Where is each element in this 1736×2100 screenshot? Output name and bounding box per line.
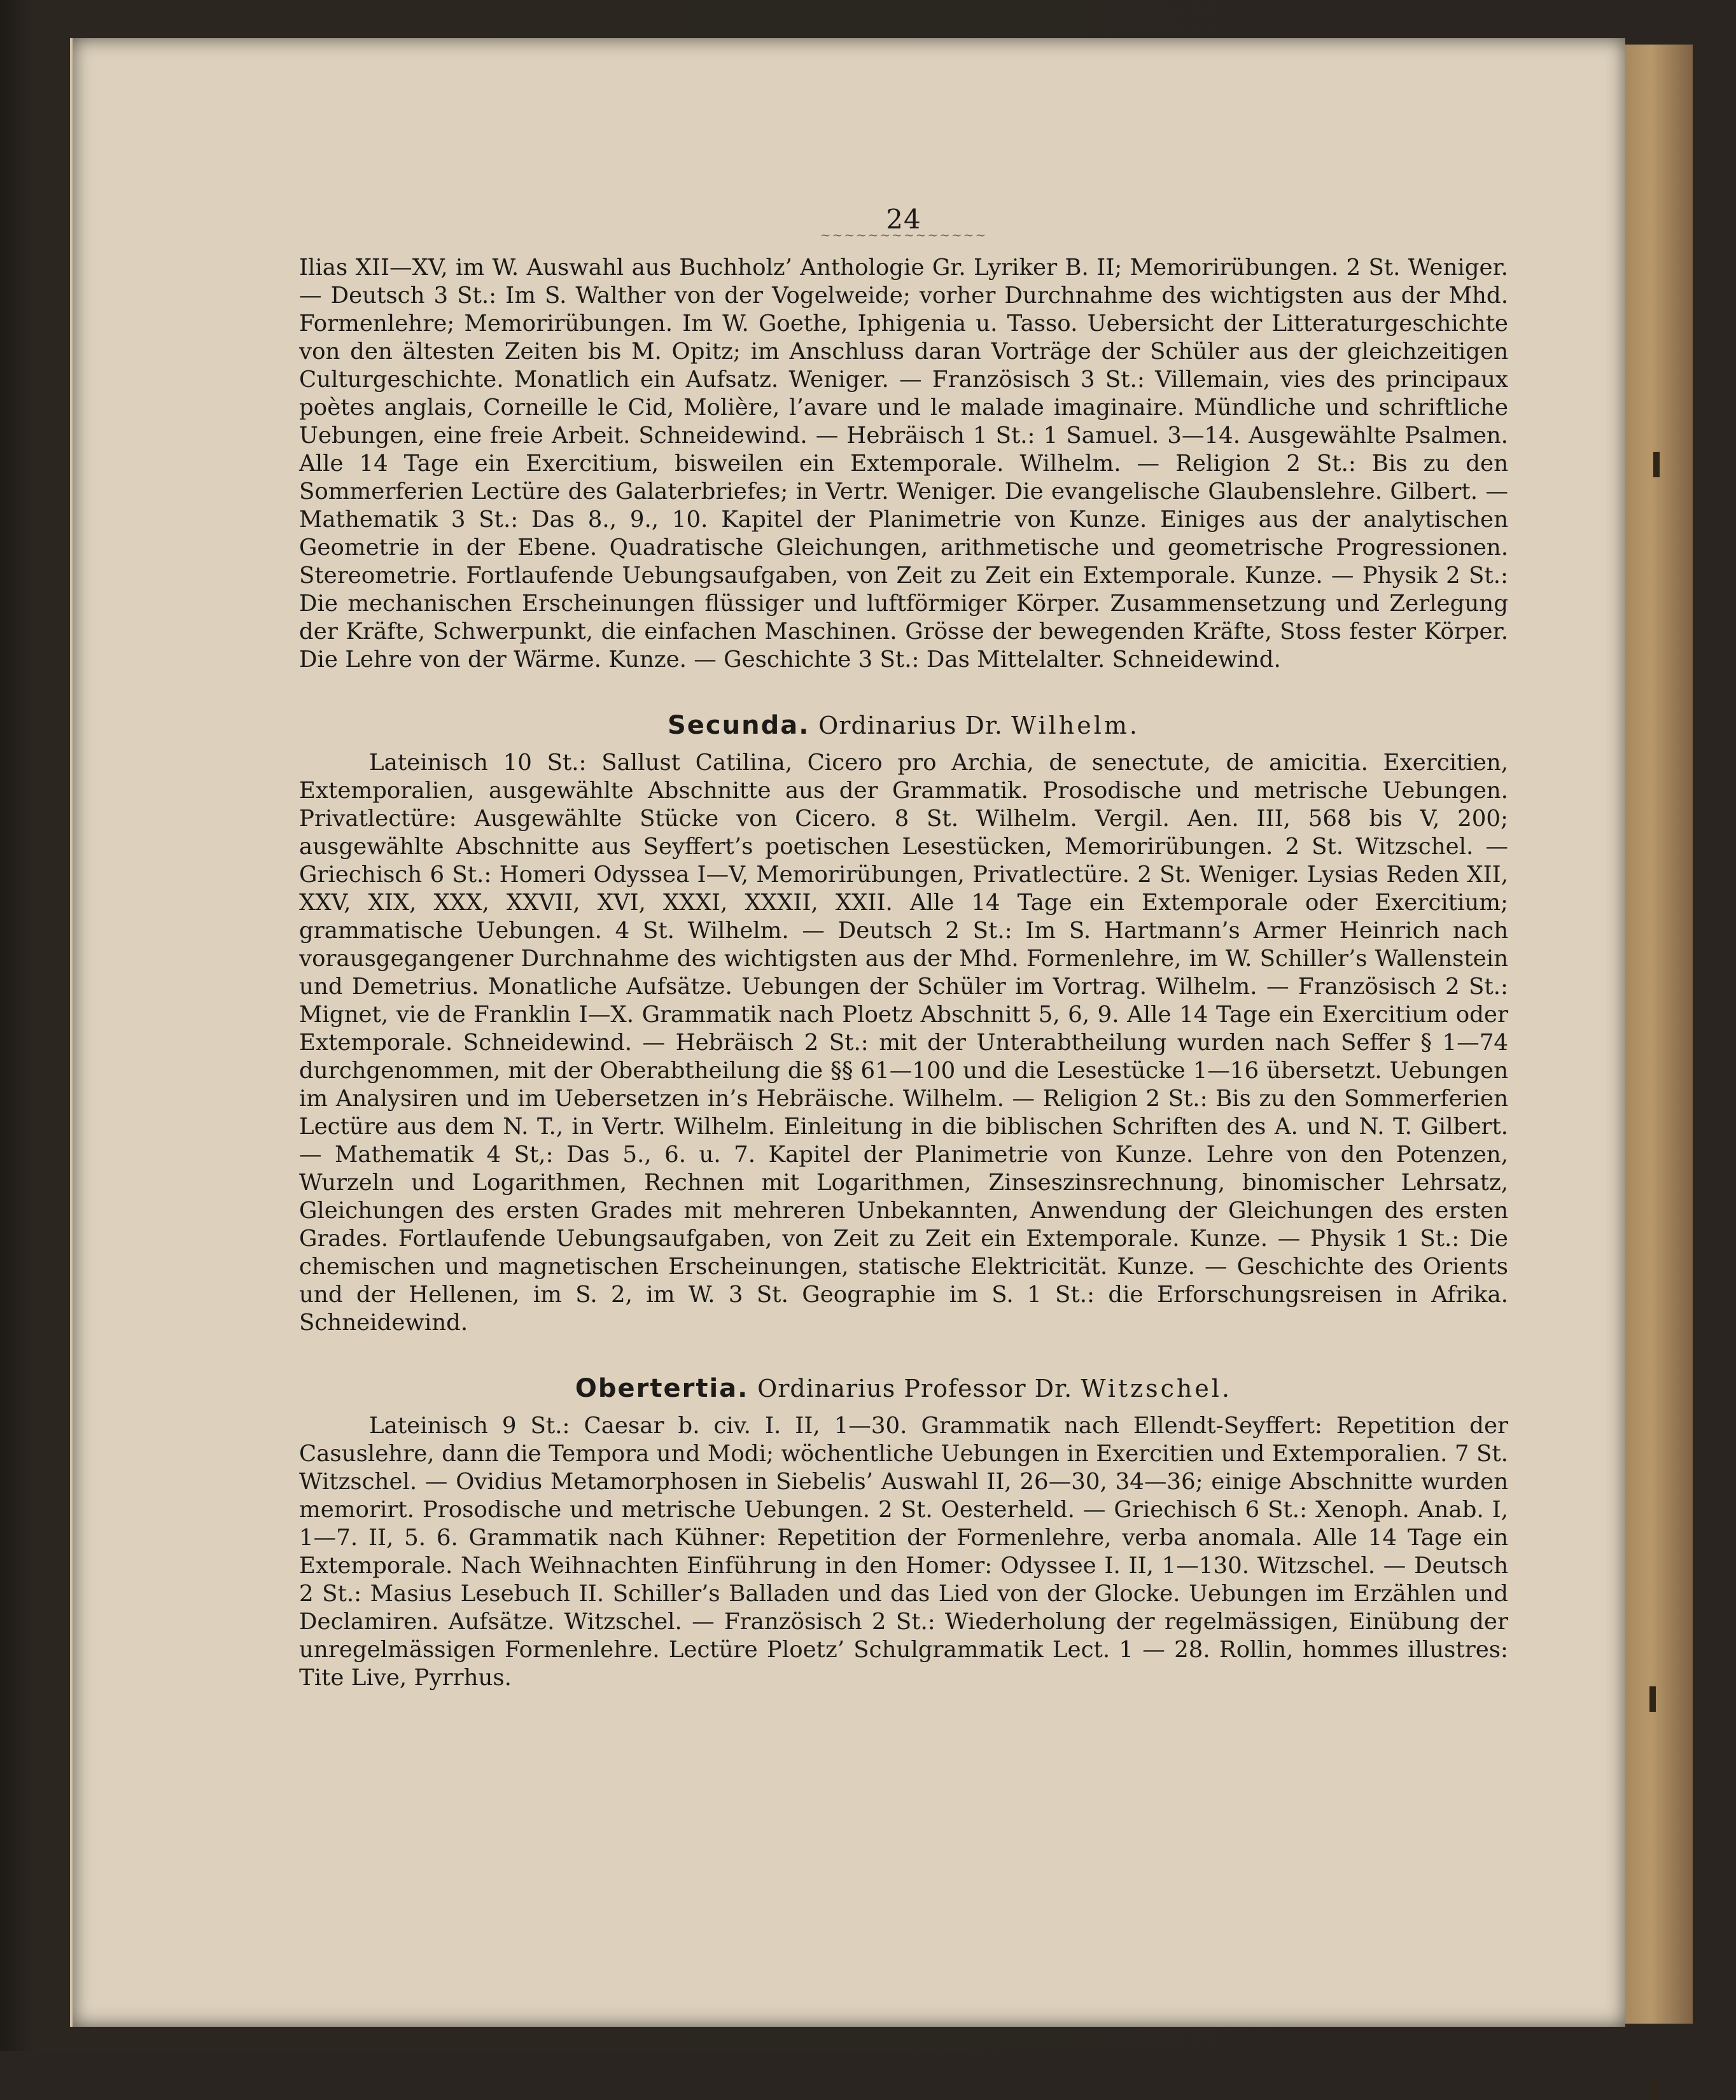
- book-page-edge: [1623, 45, 1693, 2024]
- ordinarius-line: [818, 711, 1140, 739]
- section-heading-obertertia: [299, 1374, 1508, 1403]
- ordinarius-prefix: Ordinarius Professor Dr.: [757, 1375, 1073, 1403]
- ordinarius-name: Wilhelm.: [1011, 711, 1140, 739]
- ordinarius-prefix: Ordinarius Dr.: [818, 711, 1003, 739]
- edge-mark: [1653, 452, 1660, 477]
- edge-mark: [1651, 2081, 1657, 2100]
- section-paragraph-obertertia: Lateinisch 9 St.: Caesar b. civ. I. II, 1—30. Grammatik nach Ellendt-Seyffert: Repetition der Casuslehre, dann die Tempora und Modi; wöchentliche Uebungen in Exercitien und Extemporalien. 7 St. Witzschel. — Ovidius Metamorphosen in Siebelis’ Auswahl II, 26—30, 34—36; einige Abschnitte wurden memorirt. Prosodische und metrische Uebungen. 2 St. Oesterheld. — Griechisch 6 St.: Xenoph. Anab. I, 1—7. II, 5. 6. Grammatik nach Kühner: Repetition der Formenlehre, verba anomala. Alle 14 Tage ein Extemporale. Nach Weihnachten Einführung in den Homer: Odyssee I. II, 1—130. Witzschel. — Deutsch 2 St.: Masius Lesebuch II. Schiller’s Balladen und das Lied von der Glocke. Uebungen im Erzählen und Declamiren. Aufsätze. Witzschel. — Französisch 2 St.: Wiederholung der regelmässigen, Einübung der unregelmässigen Formenlehre. Lectüre Ploetz’ Schulgrammatik Lect. 1 — 28. Rollin, hommes illustres: Tite Live, Pyrrhus.: [299, 1413, 1508, 1691]
- section-paragraph-secunda: Lateinisch 10 St.: Sallust Catilina, Cicero pro Archia, de senectute, de amicitia. Exercitien, Extemporalien, ausgewählte Abschnitte aus der Grammatik. Prosodische und metrische Uebungen. Privatlectüre: Ausgewählte Stücke von Cicero. 8 St. Wilhelm. Vergil. Aen. III, 568 bis V, 200; ausgewählte Abschnitte aus Seyffert’s poetischen Lesestücken, Memorirübungen. 2 St. Witzschel. — Griechisch 6 St.: Homeri Odyssea I—V, Memorirübungen, Privatlectüre. 2 St. Weniger. Lysias Reden XII, XXV, XIX, XXX, XXVII, XVI, XXXI, XXXII, XXII. Alle 14 Tage ein Extemporale oder Exercitium; grammatische Uebungen. 4 St. Wilhelm. — Deutsch 2 St.: Im S. Hartmann’s Armer Heinrich nach vorausgegangener Durchnahme des wichtigsten aus der Mhd. Formenlehre, im W. Schiller’s Wallenstein und Demetrius. Monatliche Aufsätze. Uebungen der Schüler im Vortrag. Wilhelm. — Französisch 2 St.: Mignet, vie de Franklin I—X. Grammatik nach Ploetz Abschnitt 5, 6, 9. Alle 14 Tage ein Exercitium oder Extemporale. Schneidewind. — Hebräisch 2 St.: mit der Unterabtheilung wurden nach Seffer § 1—74 durchgenommen, mit der Oberabtheilung die §§ 61—100 und die Lesestücke 1—16 übersetzt. Uebungen im Analysiren und im Uebersetzen in’s Hebräische. Wilhelm. — Religion 2 St.: Bis zu den Sommerferien Lectüre aus dem N. T., in Vertr. Wilhelm. Einleitung in die biblischen Schriften des A. und N. T. Gilbert. — Mathematik 4 St,: Das 5., 6. u. 7. Kapitel der Planimetrie von Kunze. Lehre von den Potenzen, Wurzeln und Logarithmen, Rechnen mit Logarithmen, Zinseszinsrechnung, binomischer Lehrsatz, Gleichungen des ersten Grades mit mehreren Unbekannten, Anwendung der Gleichungen des ersten Grades. Fortlaufende Uebungsaufgaben, von Zeit zu Zeit ein Extemporale. Kunze. — Physik 1 St.: Die chemischen und magnetischen Erscheinungen, statische Elektricität. Kunze. — Geschichte des Orients und der Hellenen, im S. 2, im W. 3 St. Geographie im S. 1 St.: die Erforschungsreisen in Afrika. Schneidewind.: [299, 750, 1508, 1336]
- ordinarius-name: Witzschel.: [1081, 1375, 1233, 1403]
- edge-mark: [1649, 1686, 1656, 1712]
- section-name: Secunda.: [667, 711, 810, 740]
- page-number-ornament: ~~~~~~~~~~~~~~: [820, 227, 988, 242]
- section-name: Obertertia.: [575, 1374, 749, 1403]
- page-number: 24: [886, 204, 921, 235]
- intro-paragraph: Ilias XII—XV, im W. Auswahl aus Buchholz’ Anthologie Gr. Lyriker B. II; Memorirübungen. 2 St. Weniger. — Deutsch 3 St.: Im S. Walther von der Vogelweide; vorher Durchnahme des wichtigsten aus der Mhd. Formenlehre; Memorirübungen. Im W. Goethe, Iphigenia u. Tasso. Uebersicht der Litteraturgeschichte von den ältesten Zeiten bis M. Opitz; im Anschluss daran Vorträge der Schüler aus der gleichzeitigen Culturgeschichte. Monatlich ein Aufsatz. Weniger. — Französisch 3 St.: Villemain, vies des principaux poètes anglais, Corneille le Cid, Molière, l’avare und le malade imaginaire. Mündliche und schriftliche Uebungen, eine freie Arbeit. Schneidewind. — Hebräisch 1 St.: 1 Samuel. 3—14. Ausgewählte Psalmen. Alle 14 Tage ein Exercitium, bisweilen ein Extemporale. Wilhelm. — Religion 2 St.: Bis zu den Sommerferien Lectüre des Galaterbriefes; in Vertr. Weniger. Die evangelische Glaubenslehre. Gilbert. — Mathematik 3 St.: Das 8., 9., 10. Kapitel der Planimetrie von Kunze. Einiges aus der analytischen Geometrie in der Ebene. Quadratische Gleichungen, arithmetische und geometrische Progressionen. Stereometrie. Fortlaufende Uebungsaufgaben, von Zeit zu Zeit ein Extemporale. Kunze. — Physik 2 St.: Die mechanischen Erscheinungen flüssiger und luftförmiger Körper. Zusammensetzung und Zerlegung der Kräfte, Schwerpunkt, die einfachen Maschinen. Grösse der bewegenden Kräfte, Stoss fester Körper. Die Lehre von der Wärme. Kunze. — Geschichte 3 St.: Das Mittelalter. Schneidewind.: [299, 255, 1508, 673]
- section-heading-secunda: [299, 711, 1508, 740]
- ordinarius-line: [757, 1375, 1232, 1403]
- page-content: [299, 204, 1508, 1692]
